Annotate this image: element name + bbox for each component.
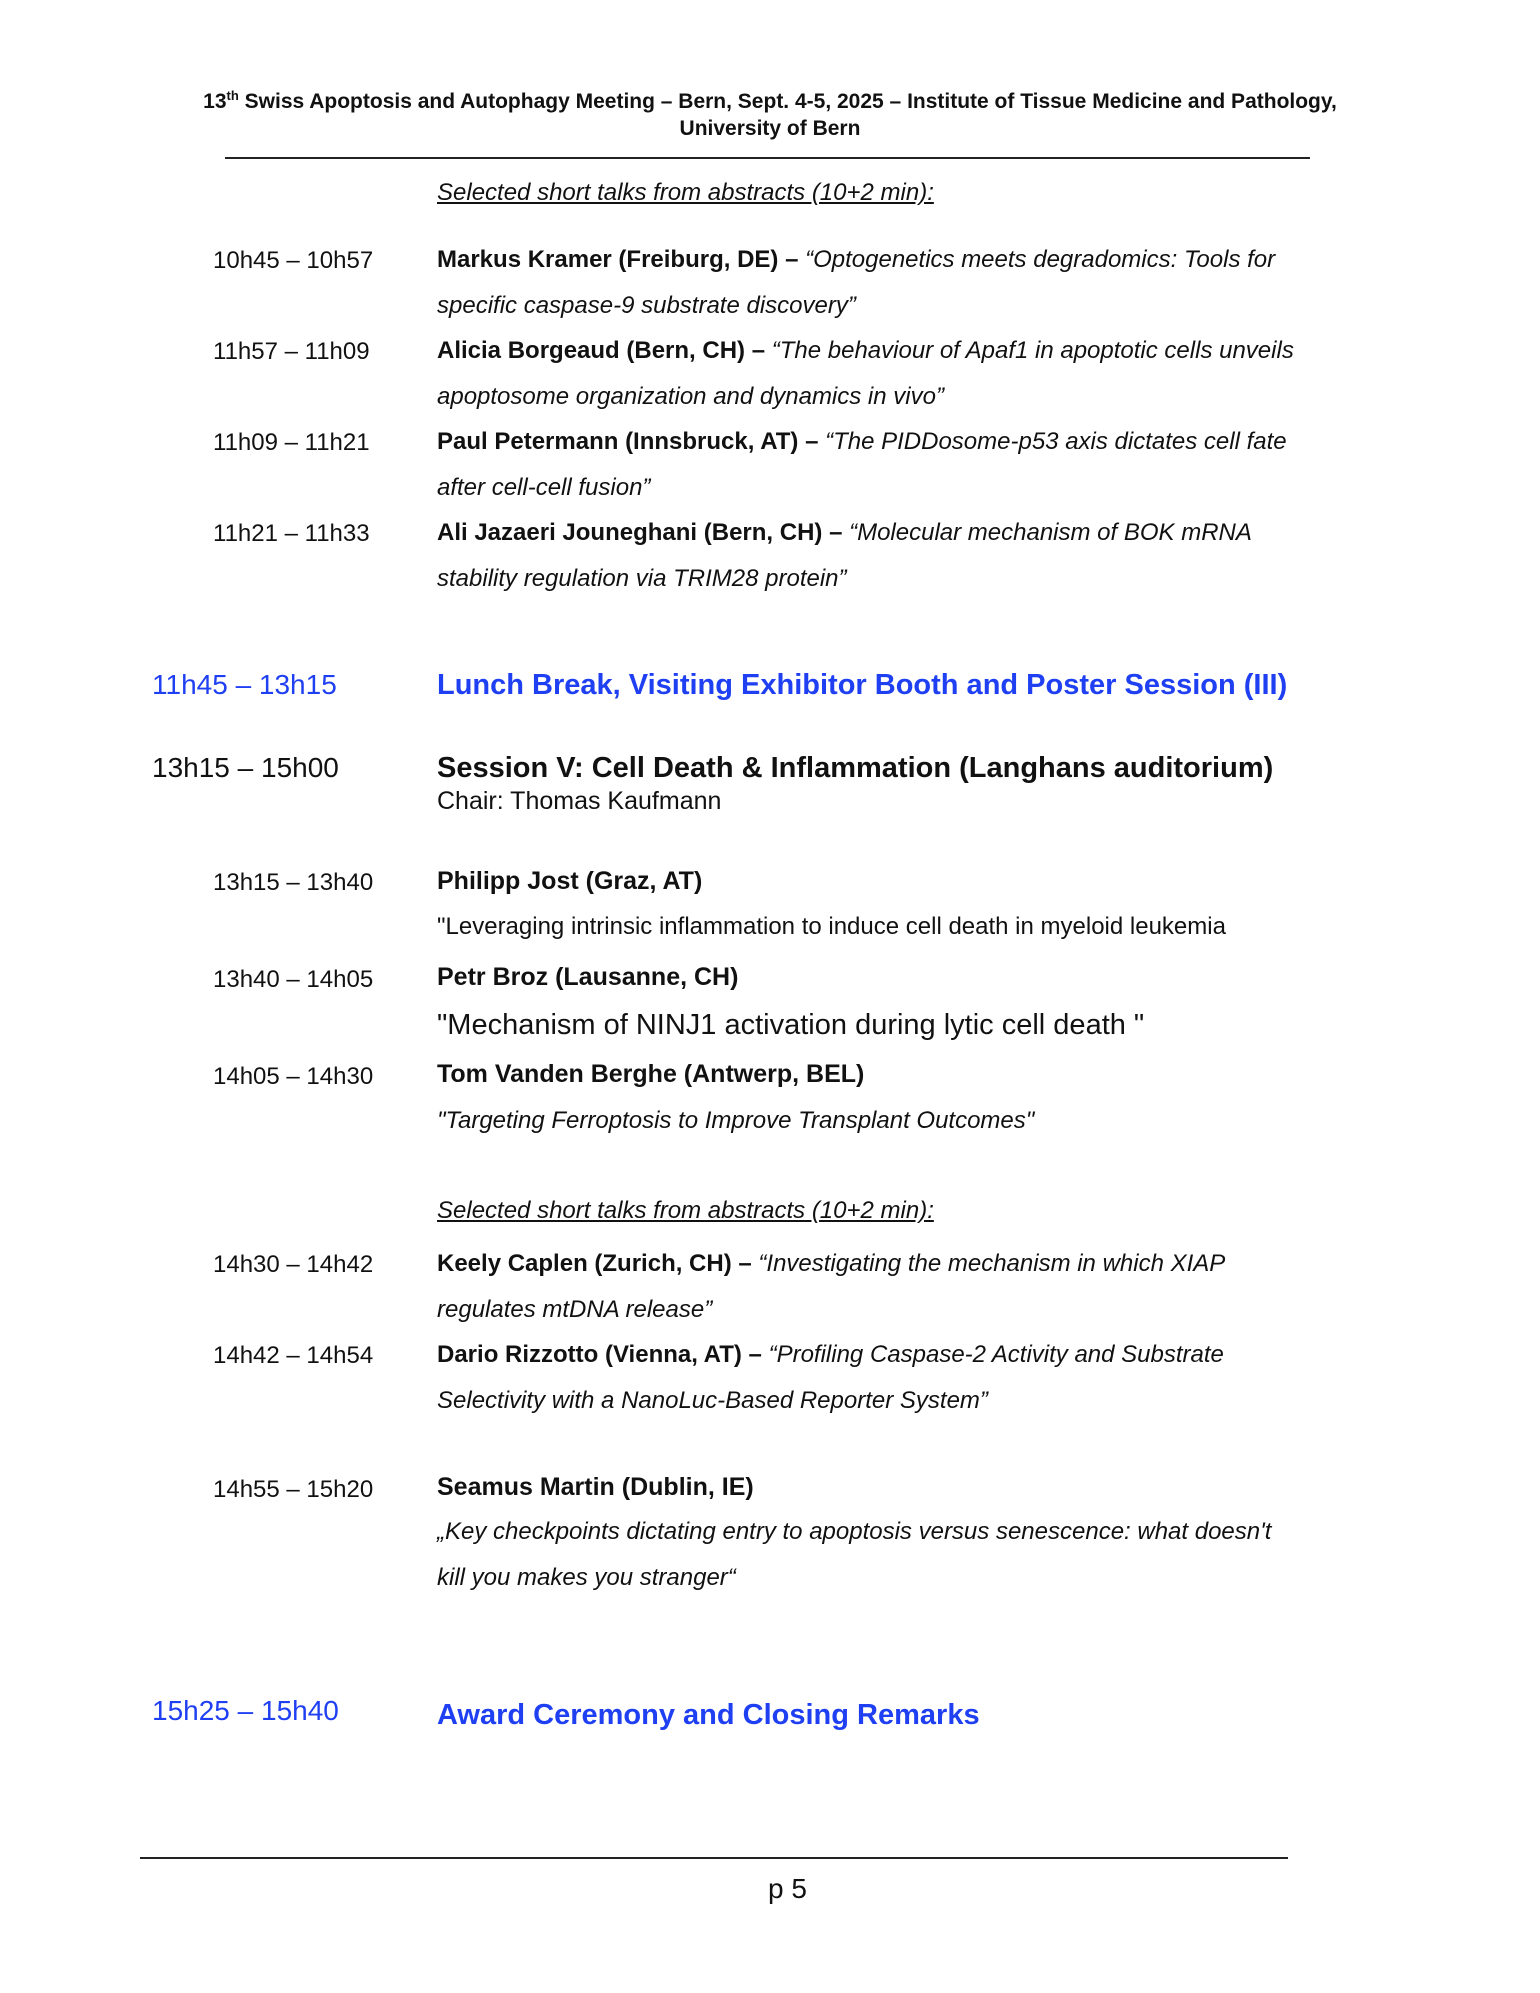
session-chair: Chair: Thomas Kaufmann	[437, 787, 722, 815]
talk-entry	[437, 510, 1417, 602]
talk-title-line1: “Optogenetics meets degradomics: Tools for	[805, 246, 1276, 273]
talk-title-line2: kill you makes you stranger“	[437, 1564, 736, 1591]
talk-time: 11h09 – 11h21	[213, 429, 370, 456]
talk-entry	[437, 328, 1417, 420]
talk-title-line1: “The behaviour of Apaf1 in apoptotic cells unveils	[771, 337, 1294, 364]
talk-speaker: Dario Rizzotto (Vienna, AT) –	[437, 1341, 762, 1368]
talk-title-line1: “The PIDDosome-p53 axis dictates cell fate	[825, 428, 1287, 455]
edition-number: 13	[203, 90, 227, 113]
invited-talk-time: 13h40 – 14h05	[213, 966, 374, 993]
talk-title-line1: “Molecular mechanism of BOK mRNA	[849, 519, 1252, 546]
header-rule	[225, 157, 1310, 159]
invited-speaker: Petr Broz (Lausanne, CH)	[437, 963, 739, 991]
talk-speaker: Markus Kramer (Freiburg, DE) –	[437, 246, 799, 273]
invited-talk-time: 14h05 – 14h30	[213, 1063, 374, 1090]
document-header-line2: University of Bern	[679, 117, 861, 140]
edition-suffix: th	[226, 88, 239, 103]
talk-title-line2: regulates mtDNA release”	[437, 1296, 713, 1323]
talk-time: 14h42 – 14h54	[213, 1342, 374, 1369]
footer-rule	[140, 1857, 1288, 1859]
talk-speaker: Alicia Borgeaud (Bern, CH) –	[437, 337, 766, 364]
closing-title: Award Ceremony and Closing Remarks	[437, 1699, 980, 1731]
session-time: 13h15 – 15h00	[152, 752, 339, 783]
talk-time: 14h30 – 14h42	[213, 1251, 374, 1278]
talk-time: 11h57 – 11h09	[213, 338, 370, 365]
talk-title-line2: specific caspase-9 substrate discovery”	[437, 292, 856, 319]
talk-speaker: Ali Jazaeri Jouneghani (Bern, CH) –	[437, 519, 843, 546]
talk-title-line2: after cell-cell fusion”	[437, 474, 651, 501]
short-talks-subheading: Selected short talks from abstracts (10+2 min):	[437, 1197, 934, 1224]
short-talks-subheading: Selected short talks from abstracts (10+2 min):	[437, 179, 934, 206]
talk-title-line2: apoptosome organization and dynamics in vivo”	[437, 383, 944, 410]
talk-time: 10h45 – 10h57	[213, 247, 374, 274]
final-talk-time: 14h55 – 15h20	[213, 1476, 374, 1503]
closing-time: 15h25 – 15h40	[152, 1695, 339, 1726]
talk-title-line1: “Investigating the mechanism in which XIAP	[758, 1250, 1226, 1277]
invited-talk-time: 13h15 – 13h40	[213, 869, 374, 896]
talk-entry	[437, 237, 1417, 329]
talk-title-line1: „Key checkpoints dictating entry to apoptosis versus senescence: what doesn't	[437, 1518, 1272, 1545]
talk-speaker: Keely Caplen (Zurich, CH) –	[437, 1250, 752, 1277]
invited-speaker: Philipp Jost (Graz, AT)	[437, 867, 703, 895]
lunch-break-title: Lunch Break, Visiting Exhibitor Booth and Poster Session (III)	[437, 669, 1288, 701]
document-header-line1	[0, 89, 1540, 115]
talk-entry	[437, 1241, 1417, 1333]
invited-talk-title: "Mechanism of NINJ1 activation during lytic cell death "	[437, 1009, 1145, 1041]
talk-entry	[437, 419, 1417, 511]
header-meeting-text: Swiss Apoptosis and Autophagy Meeting – Bern, Sept. 4-5, 2025 – Institute of Tissue Medicine and Pathology,	[244, 90, 1337, 113]
talk-title-line1: “Profiling Caspase-2 Activity and Substrate	[768, 1341, 1224, 1368]
talk-title-line2: Selectivity with a NanoLuc-Based Reporter System”	[437, 1387, 988, 1414]
talk-time: 11h21 – 11h33	[213, 520, 370, 547]
page-number: p 5	[768, 1873, 807, 1904]
final-talk-speaker: Seamus Martin (Dublin, IE)	[437, 1473, 754, 1501]
invited-talk-title: "Targeting Ferroptosis to Improve Transplant Outcomes"	[437, 1107, 1035, 1134]
talk-speaker: Paul Petermann (Innsbruck, AT) –	[437, 428, 819, 455]
invited-talk-title: "Leveraging intrinsic inflammation to induce cell death in myeloid leukemia	[437, 913, 1226, 940]
lunch-break-time: 11h45 – 13h15	[152, 669, 337, 700]
final-talk-title	[437, 1509, 1417, 1601]
invited-speaker: Tom Vanden Berghe (Antwerp, BEL)	[437, 1060, 865, 1088]
talk-title-line2: stability regulation via TRIM28 protein”	[437, 565, 847, 592]
session-title: Session V: Cell Death & Inflammation (Langhans auditorium)	[437, 752, 1274, 784]
talk-entry	[437, 1332, 1417, 1424]
